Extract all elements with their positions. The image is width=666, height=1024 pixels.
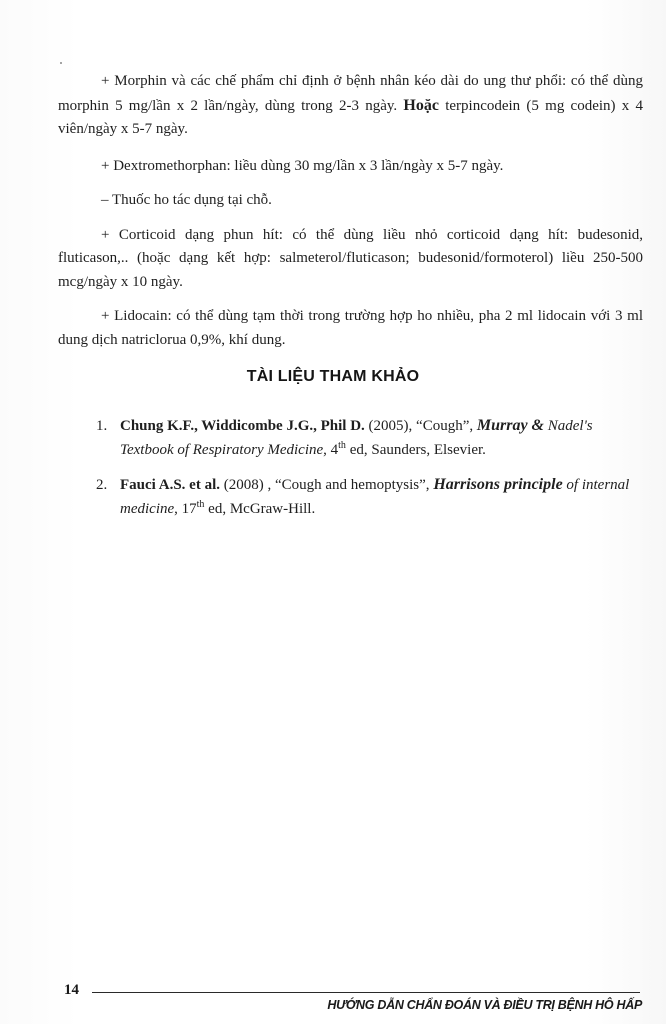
body-text — [58, 70, 643, 363]
running-footer-title: HƯỚNG DẪN CHẨN ĐOÁN VÀ ĐIỀU TRỊ BỆNH HÔ HẤP — [327, 998, 642, 1012]
reference-journal: Harrisons principle — [433, 476, 563, 493]
reference-publisher: ed, McGraw-Hill. — [204, 501, 316, 517]
paragraph-local-cough-drugs: – Thuốc ho tác dụng tại chỗ. — [101, 192, 272, 208]
reference-publisher: ed, Saunders, Elsevier. — [345, 442, 486, 458]
reference-authors: Fauci A.S. et al. — [120, 477, 220, 493]
reference-title: (2005), “Cough”, — [364, 418, 477, 434]
reference-journal: Murray & — [476, 417, 544, 434]
reference-list — [96, 414, 644, 532]
reference-item — [96, 473, 644, 521]
reference-number: 1. — [96, 418, 108, 434]
references-heading: TÀI LIỆU THAM KHẢO — [246, 368, 420, 385]
page-number: 14 — [64, 982, 79, 998]
reference-edition-suffix: th — [338, 440, 346, 451]
paragraph-morphin-text: + Morphin và các chế phẩm chỉ định ở bệnh nhân kéo dài do ung thư phổi: có thể dùng morphin 5 mg/lần x 2 lần/ngày, dùng trong 2-3 ngày. — [58, 73, 643, 114]
reference-journal-cont: Nadel's Textbook of Respiratory Medicine — [120, 418, 593, 458]
paragraph-dextromethorphan: + Dextromethorphan: liều dùng 30 mg/lần x 3 lần/ngày x 5-7 ngày. — [101, 157, 504, 174]
reference-edition: , 4 — [323, 442, 339, 458]
reference-title: (2008) , “Cough and hemoptysis”, — [220, 477, 434, 493]
reference-number: 2. — [96, 477, 108, 493]
paragraph-morphin-text-2: terpincodein (5 mg codein) x 4 viên/ngày x 5-7 ngày. — [58, 97, 644, 137]
paragraph-morphin-emphasis: Hoặc — [403, 96, 439, 114]
paragraph-lidocain: + Lidocain: có thể dùng tạm thời trong trường hợp ho nhiều, pha 2 ml lidocain với 3 ml dung dịch natriclorua 0,9%, khí dung. — [58, 308, 643, 348]
reference-edition-suffix: th — [196, 499, 205, 510]
reference-edition: , 17 — [174, 501, 197, 517]
reference-authors: Chung K.F., Widdicombe J.G., Phil D. — [120, 418, 365, 434]
paragraph-corticoid: + Corticoid dạng phun hít: có thể dùng liều nhỏ corticoid dạng hít: budesonid, fluticason,.. (hoặc dạng kết hợp: salmeterol/fluticason; budesonid/formoterol) liều 250-500 mcg/ngày x 10 ngày. — [58, 226, 643, 290]
footer-divider — [92, 992, 640, 993]
reference-journal-cont: of internal medicine — [120, 477, 630, 517]
reference-item — [96, 414, 644, 462]
scan-speck — [60, 62, 62, 64]
paragraph-morphin — [58, 70, 643, 142]
